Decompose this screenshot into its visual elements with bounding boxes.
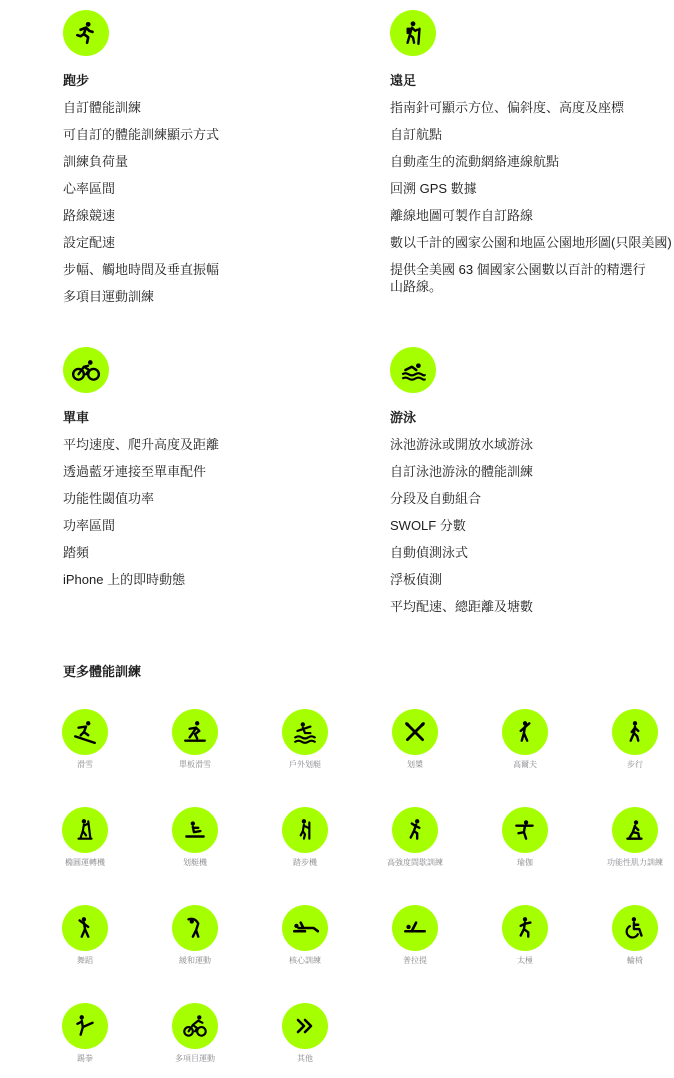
workout-label: 划艇機 [183, 858, 207, 867]
section-title-swimming: 游泳 [390, 410, 417, 425]
feature-item: 心率區間 [63, 181, 116, 196]
feature-list-hiking [390, 99, 674, 295]
feature-item: 多項目運動訓練 [63, 289, 155, 304]
feature-item: 訓練負荷量 [63, 154, 129, 169]
workout-stair-stepper [250, 807, 360, 868]
feature-item: 自訂體能訓練 [63, 100, 142, 115]
workout-cooldown [140, 905, 250, 966]
feature-item: 自訂航點 [390, 127, 443, 142]
running-icon [63, 10, 109, 56]
workout-outdoor-rowing [250, 709, 360, 770]
workout-label: 輪椅 [627, 956, 643, 965]
feature-item: 自訂泳池游泳的體能訓練 [390, 464, 534, 479]
workout-dance [30, 905, 140, 966]
section-title-running: 跑步 [63, 73, 90, 88]
feature-list-swimming [390, 436, 674, 615]
other-icon [282, 1003, 328, 1049]
hiit-icon [392, 807, 438, 853]
section-title-hiking: 遠足 [390, 73, 417, 88]
feature-item: 透過藍牙連接至單車配件 [63, 464, 207, 479]
workout-label: 高強度間歇訓練 [387, 858, 443, 867]
workout-label: 步行 [627, 760, 643, 769]
workout-rowing-machine [140, 807, 250, 868]
workout-wheelchair [580, 905, 674, 966]
feature-item: 功能性閾值功率 [63, 491, 155, 506]
more-workouts-title: 更多體能訓練 [63, 664, 142, 679]
feature-item: 路線競速 [63, 208, 116, 223]
workout-multisport [140, 1003, 250, 1064]
workout-label: 滑雪 [77, 760, 93, 769]
skiing-icon [62, 709, 108, 755]
feature-item: 回溯 GPS 數據 [390, 181, 477, 196]
snowboarding-icon [172, 709, 218, 755]
wheelchair-icon [612, 905, 658, 951]
workout-skiing [30, 709, 140, 770]
golf-icon [502, 709, 548, 755]
feature-item: 提供全美國 63 個國家公園數以百計的精選行山路線。 [390, 262, 646, 294]
workout-label: 舞蹈 [77, 956, 93, 965]
workout-label: 核心訓練 [289, 956, 321, 965]
dance-icon [62, 905, 108, 951]
workout-core-training [250, 905, 360, 966]
walking-icon [612, 709, 658, 755]
section-hiking [390, 10, 674, 295]
workout-kickboxing [30, 1003, 140, 1064]
feature-item: 可自訂的體能訓練顯示方式 [63, 127, 220, 142]
paddling-icon [392, 709, 438, 755]
workout-snowboarding [140, 709, 250, 770]
feature-item: 指南針可顯示方位、偏斜度、高度及座標 [390, 100, 625, 115]
yoga-icon [502, 807, 548, 853]
workout-label: 功能性肌力訓練 [607, 858, 663, 867]
workout-label: 單板滑雪 [179, 760, 211, 769]
workout-label: 高爾夫 [513, 760, 537, 769]
feature-item: iPhone 上的即時動態 [63, 572, 186, 587]
workout-label: 戶外划艇 [289, 760, 321, 769]
workout-label: 太極 [517, 956, 533, 965]
workout-golf [470, 709, 580, 770]
workout-label: 踏步機 [293, 858, 317, 867]
cooldown-icon [172, 905, 218, 951]
feature-item: 離線地圖可製作自訂路線 [390, 208, 534, 223]
hiking-icon [390, 10, 436, 56]
swimming-icon [390, 347, 436, 393]
workout-paddling [360, 709, 470, 770]
feature-item: 設定配速 [63, 235, 116, 250]
strength-training-icon [612, 807, 658, 853]
feature-item: SWOLF 分數 [390, 518, 466, 533]
feature-item: 步幅、觸地時間及垂直振幅 [63, 262, 220, 277]
workout-label: 橢圓運轉機 [65, 858, 105, 867]
rowing-machine-icon [172, 807, 218, 853]
feature-item: 數以千計的國家公園和地區公園地形圖(只限美國) [390, 235, 672, 250]
multisport-icon [172, 1003, 218, 1049]
feature-item: 平均速度、爬升高度及距離 [63, 437, 220, 452]
feature-item: 踏頻 [63, 545, 90, 560]
feature-item: 自動偵測泳式 [390, 545, 469, 560]
feature-item: 泳池游泳或開放水域游泳 [390, 437, 534, 452]
section-cycling [63, 347, 363, 588]
feature-item: 功率區間 [63, 518, 116, 533]
stair-stepper-icon [282, 807, 328, 853]
feature-list-cycling [63, 436, 363, 588]
workout-hiit [360, 807, 470, 868]
workout-walking [580, 709, 674, 770]
workout-elliptical [30, 807, 140, 868]
cycling-icon [63, 347, 109, 393]
workout-label: 普拉提 [403, 956, 427, 965]
feature-list-running [63, 99, 363, 305]
workout-strength-training [580, 807, 674, 868]
elliptical-icon [62, 807, 108, 853]
section-running [63, 10, 363, 305]
workout-label: 多項目運動 [175, 1054, 215, 1063]
workout-label: 划槳 [407, 760, 423, 769]
workout-label: 緩和運動 [179, 956, 211, 965]
section-swimming [390, 347, 674, 615]
workout-other [250, 1003, 360, 1064]
pilates-icon [392, 905, 438, 951]
outdoor-rowing-icon [282, 709, 328, 755]
workout-label: 踢拳 [77, 1054, 93, 1063]
workout-pilates [360, 905, 470, 966]
workout-label: 其他 [297, 1054, 313, 1063]
core-training-icon [282, 905, 328, 951]
tai-chi-icon [502, 905, 548, 951]
feature-item: 自動產生的流動網絡連線航點 [390, 154, 560, 169]
workout-tai-chi [470, 905, 580, 966]
feature-item: 浮板偵測 [390, 572, 443, 587]
feature-item: 分段及自動組合 [390, 491, 482, 506]
section-title-cycling: 單車 [63, 410, 90, 425]
kickboxing-icon [62, 1003, 108, 1049]
feature-item: 平均配速、總距離及塘數 [390, 599, 534, 614]
workout-label: 瑜伽 [517, 858, 533, 867]
workout-yoga [470, 807, 580, 868]
